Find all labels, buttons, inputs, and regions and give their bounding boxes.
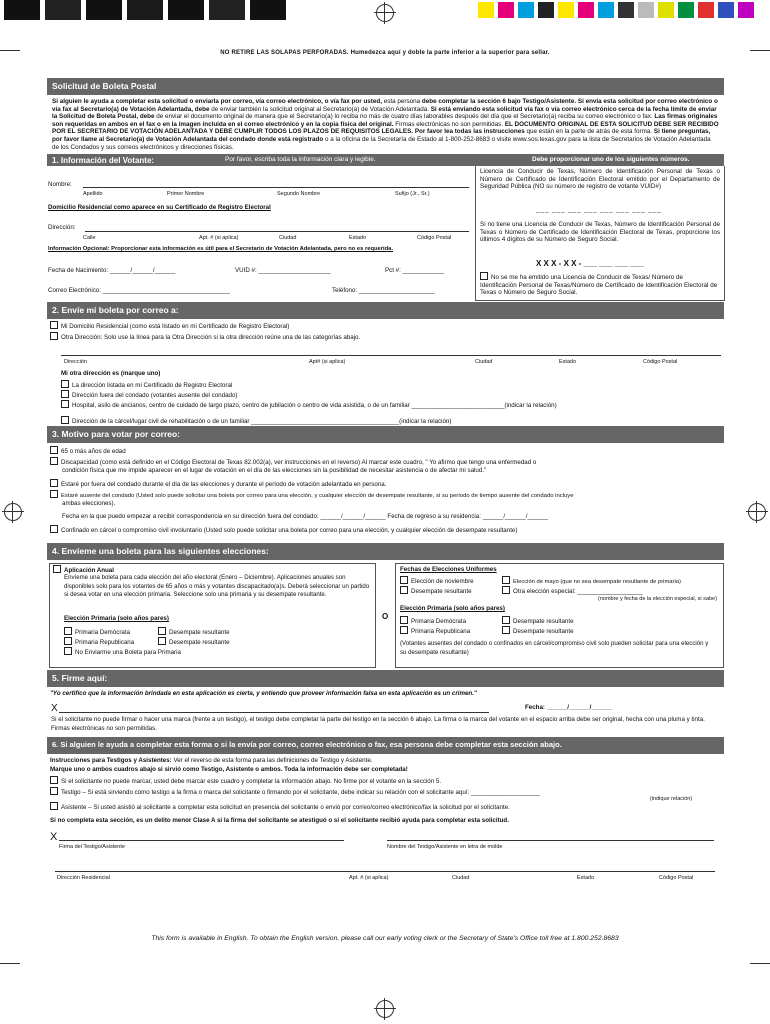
section-1-body bbox=[47, 166, 724, 302]
black-square bbox=[250, 0, 286, 20]
registration-mark-icon bbox=[748, 503, 766, 521]
option-out-of-county[interactable]: Dirección fuera del condado (votantes ausente del condado) bbox=[61, 390, 237, 400]
checkbox[interactable] bbox=[158, 627, 166, 635]
checkbox[interactable] bbox=[64, 627, 72, 635]
checkbox[interactable] bbox=[50, 332, 58, 340]
absence-dates[interactable]: Fecha en la que puedo empezar a recibir correspondencia en su dirección fuera del condado: ______/______/______ Fecha de regreso a su residencia: ______/______/______ bbox=[62, 513, 549, 521]
checkbox[interactable] bbox=[61, 380, 69, 388]
option-hospital[interactable]: Hospital, asilo de ancianos, centro de cuidado de largo plazo, centro de jubilación o centro de vida asistida, o de un familiar ___________________________(indicar la relación) bbox=[61, 400, 557, 410]
section-3-header: 3. Motivo para votar por correo: bbox=[47, 426, 724, 443]
name-field[interactable] bbox=[83, 187, 469, 188]
checkbox[interactable] bbox=[400, 616, 408, 624]
email-field[interactable]: Correo Electrónico: _____________________________________ bbox=[48, 287, 231, 295]
section-5-header: 5. Firme aquí: bbox=[47, 670, 724, 687]
section-5-body: "Yo certifico que la información brindada en esta aplicación es cierta, y entiendo que proveer información falsa en esta aplicación es un crimen." X Fecha: ______/______/______ Si el solicitante no puede firmar o hacer una marca (frente a un testigo), el testigo debe completar la parte del testigo en la sección 6 abajo. La firma o la marca del votante en el espacio arriba debe ser original, hecha con una pluma y tinta. Firmas electrónicas no son permitidas. bbox=[50, 690, 705, 733]
warning-text: Si no completa esta sección, es un delito menor Clase A si la firma del solicitante se atestiguó o si el solicitante recibió ayuda para completar esta solicitud. bbox=[50, 817, 509, 825]
black-square bbox=[86, 0, 122, 20]
reason-age[interactable]: 65 o más años de edad bbox=[50, 446, 126, 456]
checkbox[interactable] bbox=[61, 416, 69, 424]
annual-application-box: Aplicación Anual Envíeme una boleta para cada elección del año electoral (Enero – Diciembre). Aplicaciones anuales son disponibles solo para los votantes de 65 años o más y votantes discapacitado(a)s. Deberá seleccionar un partido si desea votar en una elección primaria. Seleccione solo una primaria y su desempate resultante. Elección Primaria (solo años pares) Primaria Demócrata Desempate resultante Primaria Republicana Desempate resultante No Enviarme una Boleta para Primaria bbox=[49, 563, 376, 668]
checkbox[interactable] bbox=[502, 586, 510, 594]
form-title: Solicitud de Boleta Postal bbox=[47, 78, 724, 95]
checkbox[interactable] bbox=[53, 565, 61, 573]
no-id-option[interactable]: No se me ha emitido una Licencia de Conducir de Texas/ Número de Identificación Personal de Texas/Número de Certificado de Identificación Electoral de Texas o Número de Seguro Social. bbox=[480, 274, 718, 297]
assistant-option[interactable]: Asistente – Si usted asistió al solicitante a completar esta solicitud en presencia del solicitante o envió por correo/correo electrónico/fax la solicitud por el solicitante. bbox=[50, 802, 510, 812]
other-address-option[interactable]: Otra Dirección: Solo use la línea para la Otra Dirección si la otra dirección reúne una de las categorías abajo. bbox=[50, 332, 360, 342]
annual-option[interactable]: Aplicación Anual bbox=[53, 565, 114, 575]
reason-disability[interactable]: Discapacidad (como está definido en el Código Electoral de Texas 82.002(a), ver instrucciones en el reverso) Al marcar este cuadro, " Yo afirmo que tengo una enfermedad o bbox=[50, 457, 536, 467]
perforation-notice: NO RETIRE LAS SOLAPAS PERFORADAS. Humedezca aquí y doble la parte inferior a la superior para sellar. bbox=[220, 50, 550, 56]
uniform-runoff[interactable]: Desempate resultante bbox=[400, 586, 472, 596]
checkbox[interactable] bbox=[50, 321, 58, 329]
birthdate-field[interactable]: Fecha de Nacimiento: ______/______/______ bbox=[48, 267, 176, 275]
reason-away-election[interactable]: Estaré por fuera del condado durante el día de las elecciones y durante el período de votación adelantada en persona. bbox=[50, 479, 386, 489]
certification-text: "Yo certifico que la información brindada en esta aplicación es cierta, y entiendo que proveer información falsa en esta aplicación es un crimen." bbox=[50, 690, 477, 698]
yellow-swatch bbox=[478, 2, 494, 18]
checkbox[interactable] bbox=[50, 776, 58, 784]
annual-rep-runoff[interactable]: Desempate resultante bbox=[158, 637, 230, 647]
checkbox[interactable] bbox=[158, 637, 166, 645]
special-election[interactable]: Otra elección especial: ___________________ bbox=[502, 586, 643, 596]
black-square bbox=[45, 0, 81, 20]
or-label: O bbox=[382, 612, 389, 622]
address-field[interactable] bbox=[85, 231, 469, 232]
checkbox[interactable] bbox=[400, 576, 408, 584]
witness-option[interactable]: Testigo – Si está sirviendo como testigo a la firma o marca del solicitante o firmando por el solicitante, debe indicar su relación con el solicitante aquí: ____________________ bbox=[50, 787, 540, 797]
section-1-header: 1. Información del Votante: Por favor, escriba toda la información clara y legible. Debe proporcionar uno de los siguientes números. bbox=[47, 154, 724, 166]
may-election[interactable]: Elección de mayo (que no sea desempate resultante de primaria) bbox=[502, 576, 681, 586]
primary-rep-runoff[interactable]: Desempate resultante bbox=[502, 626, 574, 636]
witness-signature-field[interactable] bbox=[59, 840, 344, 841]
name-label: Nombre: bbox=[48, 181, 72, 189]
checkbox[interactable] bbox=[50, 479, 58, 487]
checkbox[interactable] bbox=[50, 490, 58, 498]
annual-rep[interactable]: Primaria Republicana bbox=[64, 637, 134, 647]
other-address-type-label: Mi otra dirección es (marque uno) bbox=[61, 370, 161, 378]
section-2-body: Mi Domicilio Residencial (como está listado en mi Certificado de Registro Electoral) Otra Dirección: Solo use la línea para la Otra Dirección si la otra dirección reúne una de las categorías abajo. Dirección Apt# (si aplica) Ciudad Estado Código Postal Mi otra dirección es (marque uno) La dirección listada en mi Certificado de Registro Electoral Dirección fuera del condado (votantes ausente del condado) Hospital, asilo de ancianos, centro de cuidado de largo plazo, centro de jubilación o centro de vida asistida, o de un familiar ___________________________(indicar la relación) Dirección de la cárcel/lugar civil de rehabilitación o de un familiar ___________________________________________(indicar la relación) bbox=[47, 319, 724, 426]
checkbox[interactable] bbox=[61, 390, 69, 398]
checkbox[interactable] bbox=[502, 616, 510, 624]
yellow-swatch bbox=[658, 2, 674, 18]
vuid-field[interactable]: VUID #: _____________________ bbox=[235, 267, 331, 275]
registration-mark-icon bbox=[4, 503, 22, 521]
magenta-swatch bbox=[578, 2, 594, 18]
black-square bbox=[127, 0, 163, 20]
annual-no-primary[interactable]: No Enviarme una Boleta para Primaria bbox=[64, 647, 181, 657]
cyan-swatch bbox=[518, 2, 534, 18]
primary-dem[interactable]: Primaria Demócrata bbox=[400, 616, 466, 626]
ssn-field[interactable]: X X X - X X - ___ ___ ___ ___ bbox=[536, 259, 644, 269]
checkbox[interactable] bbox=[61, 400, 69, 408]
checkbox[interactable] bbox=[64, 637, 72, 645]
checkbox[interactable] bbox=[502, 576, 510, 584]
section-6-body: Instrucciones para Testigos y Asistentes: Ver el reverso de esta forma para las definiciones de Testigo y Asistente. Marque uno o ambos cuadros abajo si sirvió como Testigo, Asistente o ambos. Toda la información debe ser completada! Si el solicitante no puede marcar, usted debe marcar este cuadro y completar la información abajo. No firme por el votante en la sección 5. Testigo – Si está sirviendo como testigo a la firma o marca del solicitante o firmando por el solicitante, debe indicar su relación con el solicitante aquí: ____________________ (indique relación) Asistente – Si usted asistió al solicitante a completar esta solicitud en presencia del solicitante o envió por correo/correo electrónico/fax la solicitud por el solicitante. Si no completa esta sección, es un delito menor Clase A si la firma del solicitante se atestiguó o si el solicitante recibió ayuda para completar esta solicitud. X Firma del Testigo/Asistente Nombre del Testigo/Asistente en letra de molde Dirección Residencial Apt. # (si aplica) Ciudad Estado Código Postal bbox=[47, 754, 724, 911]
checkbox[interactable] bbox=[50, 802, 58, 810]
witness-name-field[interactable] bbox=[387, 840, 714, 841]
witness-address-field[interactable] bbox=[55, 871, 715, 872]
black-square bbox=[4, 0, 40, 20]
section-4-header: 4. Envíeme una boleta para las siguientes elecciones: bbox=[47, 543, 724, 560]
crop-mark bbox=[750, 963, 770, 964]
checkbox[interactable] bbox=[50, 787, 58, 795]
phone-field[interactable]: Teléfono: ______________________ bbox=[332, 287, 435, 295]
option-voter-cert[interactable]: La dirección listada en mi Certificado de Registro Electoral bbox=[61, 380, 232, 390]
black-square bbox=[209, 0, 245, 20]
pct-field[interactable]: Pct #: ____________ bbox=[385, 267, 444, 275]
purple-swatch bbox=[738, 2, 754, 18]
annual-dem[interactable]: Primaria Demócrata bbox=[64, 627, 130, 637]
checkbox[interactable] bbox=[50, 457, 58, 465]
uniform-dates-box: Fechas de Elecciones Uniformes Elección de noviembre Elección de mayo (que no sea desempate resultante de primaria) Desempate resultante Otra elección especial: ___________________ (nombre y fecha de la elección especial, si sabe) Elección Primaria (solo años pares) Primaria Demócrata Desempate resultante Primaria Republicana Desempate resultante (Votantes ausentes del condado o confinados en cárcel/compromiso civil solo pueden solicitar para una elección y su desempate resultante) bbox=[395, 563, 724, 668]
residence-option[interactable]: Mi Domicilio Residencial (como está listado en mi Certificado de Registro Electoral) bbox=[50, 321, 289, 331]
voter-signature-field[interactable] bbox=[59, 712, 489, 713]
ballot-application-form bbox=[47, 78, 724, 911]
blue-swatch bbox=[718, 2, 734, 18]
black-swatch bbox=[618, 2, 634, 18]
id-number-box: Licencia de Conducir de Texas, Número de Identificación Personal de Texas o Número de Certificado de Identificación Electoral emitido por el Departamento de Seguridad Pública (NO su número de registro de votante VUID#) ___ ___ ___ ___ ___ ___ ___ ___ Si no tiene una Licencia de Conducir de Texas, Número de Identificación Personal de Texas o Número de Certificado de Identificación Electoral de Texas, proporcione los últimos 4 dígitos de su Número de Seguro Social. X X X - X X - ___ ___ ___ ___ No se me ha emitido una Licencia de Conducir de Texas/ Número de Identificación Personal de Texas/Número de Certificado de Identificación Electoral de Texas o Número de Seguro Social. bbox=[475, 166, 725, 301]
crop-mark bbox=[0, 963, 20, 964]
license-field[interactable]: ___ ___ ___ ___ ___ ___ ___ ___ bbox=[536, 206, 662, 214]
optional-label: Información Opcional: Proporcionar esta información es útil para el Secretario de Votación Adelantada, pero no es requerida. bbox=[48, 246, 393, 253]
primary-dem-runoff[interactable]: Desempate resultante bbox=[502, 616, 574, 626]
checkbox[interactable] bbox=[502, 626, 510, 634]
reason-confined[interactable]: Confinado en cárcel o compromiso civil involuntario (Usted solo puede solicitar una boleta por correo para una elección, y cualquier elección de desempate resultante) bbox=[50, 525, 517, 535]
address-label: Dirección: bbox=[48, 224, 76, 232]
cannot-sign-option[interactable]: Si el solicitante no puede marcar, usted debe marcar este cuadro y completar la información abajo. No firme por el votante en la sección 5. bbox=[50, 776, 441, 786]
black-square bbox=[168, 0, 204, 20]
black-swatch bbox=[538, 2, 554, 18]
red-swatch bbox=[698, 2, 714, 18]
cyan-swatch bbox=[598, 2, 614, 18]
annual-dem-runoff[interactable]: Desempate resultante bbox=[158, 627, 230, 637]
reason-absent[interactable]: Estaré ausente del condado (Usted solo puede solicitar una boleta por correo para una elección, y cualquier elección de desempate resultante, si su período de tiempo ausente del condado incluye bbox=[50, 490, 574, 500]
checkbox[interactable] bbox=[64, 647, 72, 655]
checkbox[interactable] bbox=[400, 626, 408, 634]
checkbox[interactable] bbox=[50, 446, 58, 454]
yellow-swatch bbox=[558, 2, 574, 18]
intro-text: Si alguien le ayuda a completar esta solicitud o enviarla por correo, vía correo electrónico, o vía fax por usted, esta persona debe completar la sección 6 bajo Testigo/Asistente. Si envía esta solicitud por correo electrónico o vía fax al Secretario(a) de Votación Adelantada, debe de enviar también la solicitud original al Secretario(a) de Votación Adelantada. Si está enviando esta solicitud vía fax o vía correo electrónico cerca de la fecha límite de enviar la Solicitud de Boleta Postal, debe de enviar el documento original de manera que el Secretario(a) lo reciba no más de cuatro días laborables después del día que el Secretario(a) reciba su correo electrónico o fax. Las firmas originales son requeridas en ambos en el fax o en la imagen incluida en el correo electrónico y en la copia física del original. Firmas electrónicas no son permitidas. EL DOCUMENTO ORIGINAL DE ESTA SOLICITUD DEBE SER RECIBIDO POR EL SECRETARIO DE VOTACIÓN ADELANTADA Y DEBE CUMPLIR TODOS LOS PLAZOS DE REQUISITOS LEGALES. Por favor lea todas las instrucciones que están en la parte de atrás de esta forma. Si tiene preguntas, por favor llame al Secretario(a) de Votación Adelantada del condado donde está registrado o a la oficina de la Secretaría de Estado al 1-800-252-8683 o visite www.sos.texas.gov para la lista de Secretarios de Votación Adelantada de los Condados y sus correos electrónicos y direcciones físicas. bbox=[52, 98, 719, 151]
section-6-header: 6. Si alguien le ayuda a completar esta forma o si la envía por correo, correo electrónico o fax, esa persona debe completar esta sección abajo. bbox=[47, 737, 724, 754]
english-version-note: This form is available in English. To obtain the English version, please call our early voting clerk or the Secretary of State's Office toll free at 1.800.252.8683 bbox=[151, 935, 619, 942]
november-election[interactable]: Elección de noviembre bbox=[400, 576, 474, 586]
checkbox[interactable] bbox=[400, 586, 408, 594]
registration-mark-icon bbox=[376, 1000, 394, 1018]
registration-mark-icon bbox=[376, 4, 394, 22]
green-swatch bbox=[678, 2, 694, 18]
magenta-swatch bbox=[498, 2, 514, 18]
primary-rep[interactable]: Primaria Republicana bbox=[400, 626, 470, 636]
signature-date-field[interactable]: Fecha: ______/______/______ bbox=[525, 704, 613, 712]
checkbox[interactable] bbox=[480, 272, 488, 280]
section-3-body: 65 o más años de edad Discapacidad (como está definido en el Código Electoral de Texas 82.002(a), ver instrucciones en el reverso) Al marcar este cuadro, " Yo afirmo que tengo una enfermedad o condición física que me impide aparecer en el lugar de votación en el día de las elecciones sin la posibilidad de necesitar asistencia o de afectar mi salud." Estaré por fuera del condado durante el día de las elecciones y durante el período de votación adelantada en persona. Estaré ausente del condado (Usted solo puede solicitar una boleta por correo para una elección, y cualquier elección de desempate resultante, si su período de tiempo ausente del condado incluye ambas elecciones). Fecha en la que puedo empezar a recibir correspondencia en su dirección fuera del condado: ______/______/______ Fecha de regreso a su residencia: ______/______/______ Confinado en cárcel o compromiso civil involuntario (Usted solo puede solicitar una boleta por correo para una elección, y cualquier elección de desempate resultante) bbox=[47, 443, 724, 543]
section-4-body bbox=[47, 560, 724, 670]
other-address-field[interactable] bbox=[61, 355, 721, 356]
residence-label: Domicilio Residencial como aparece en su Certificado de Registro Electoral bbox=[48, 204, 271, 212]
option-jail[interactable]: Dirección de la cárcel/lugar civil de rehabilitación o de un familiar ___________________________________________(indicar la relación) bbox=[61, 416, 451, 426]
grey-swatch bbox=[638, 2, 654, 18]
checkbox[interactable] bbox=[50, 525, 58, 533]
voter-info: Nombre: Apellido Primer Nombre Segundo Nombre Sufijo (Jr., Sr.) Domicilio Residencial como aparece en su Certificado de Registro Electoral Dirección: Calle Apt. # (si aplica) Ciudad Estado Código Postal Información Opcional: Proporcionar esta información es útil para el Secretario de Votación Adelantada, pero no es requerida. Fecha de Nacimiento: ______/______/______ VUID #: _____________________ Pct #: ____________ Correo Electrónico: _____________________________________ Teléfono: ______________________ bbox=[47, 166, 475, 302]
section-2-header: 2. Envíe mi boleta por correo a: bbox=[47, 302, 724, 319]
